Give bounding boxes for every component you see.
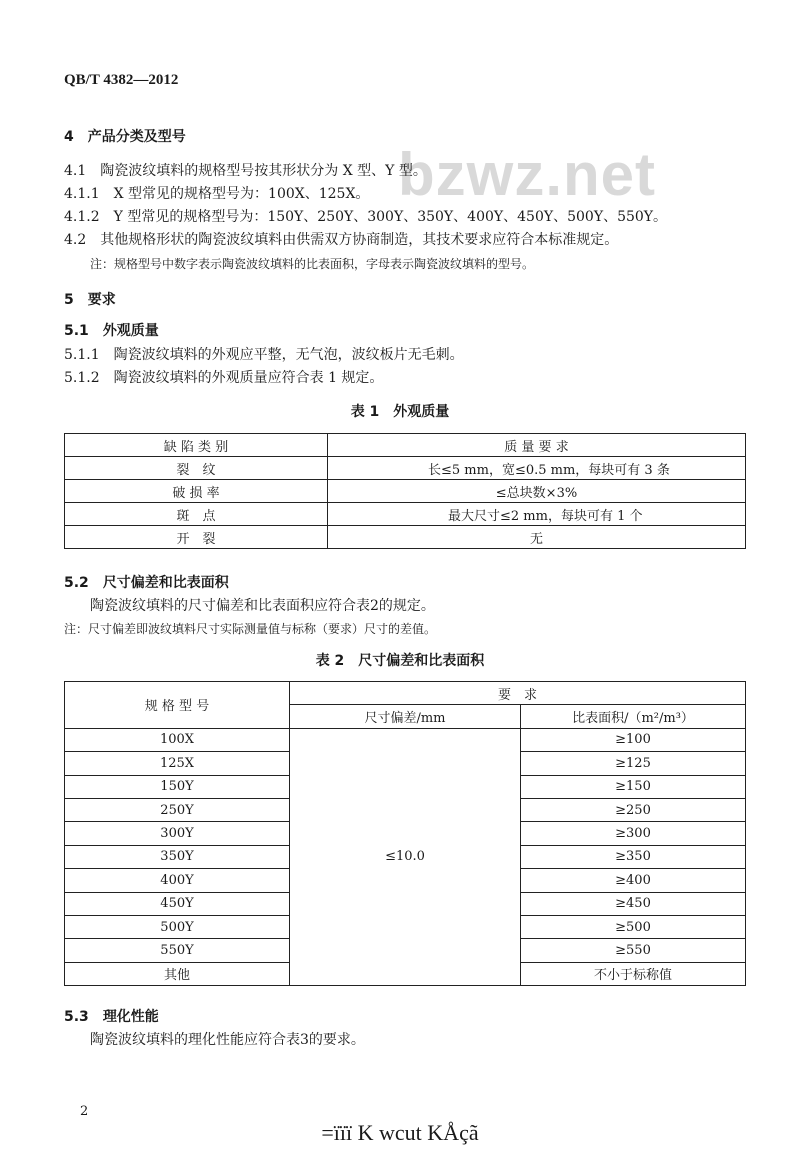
table-header-row xyxy=(65,682,746,705)
table-row xyxy=(65,728,746,751)
table-cell: 开 裂 xyxy=(65,526,328,549)
clause-5-3-text: 陶瓷波纹填料的理化性能应符合表3的要求。 xyxy=(90,1032,365,1048)
footer-text: =ïïï K wcut KÅçã xyxy=(321,1120,479,1145)
page-number: 2 xyxy=(80,1104,89,1119)
table-cell: ≥125 xyxy=(521,752,746,775)
table-cell: 无 xyxy=(328,526,746,549)
table-cell: 400Y xyxy=(65,869,290,892)
table-cell: ≥300 xyxy=(521,822,746,845)
table-cell: ≥150 xyxy=(521,775,746,798)
table-cell: 250Y xyxy=(65,798,290,821)
note-model-meaning: 注：规格型号中数字表示陶瓷波纹填料的比表面积，字母表示陶瓷波纹填料的型号。 xyxy=(90,257,535,271)
clause-5-1-1: 5.1.1 陶瓷波纹填料的外观应平整，无气泡，波纹板片无毛刺。 xyxy=(64,347,464,363)
note-size-deviation: 注：尺寸偏差即波纹填料尺寸实际测量值与标称（要求）尺寸的差值。 xyxy=(64,622,437,636)
table-header-cell: 缺 陷 类 别 xyxy=(65,434,328,457)
table-cell: 350Y xyxy=(65,845,290,868)
table-header-cell: 尺寸偏差/mm xyxy=(290,705,521,728)
clause-4-1: 4.1 陶瓷波纹填料的规格型号按其形状分为 X 型、Y 型。 xyxy=(64,163,427,179)
size-deviation-table xyxy=(64,681,746,986)
standard-number: QB/T 4382—2012 xyxy=(64,72,179,88)
clause-4-1-1: 4.1.1 X 型常见的规格型号为：100X、125X。 xyxy=(64,186,370,202)
table-cell: 125X xyxy=(65,752,290,775)
table1-caption: 表 1 外观质量 xyxy=(350,404,450,420)
table-cell: 不小于标称值 xyxy=(521,962,746,985)
table-cell: 其他 xyxy=(65,962,290,985)
table-header-cell: 规 格 型 号 xyxy=(65,682,290,729)
clause-4-1-2: 4.1.2 Y 型常见的规格型号为：150Y、250Y、300Y、350Y、400Y、450Y、500Y、550Y。 xyxy=(64,209,668,225)
watermark: bzwz.net xyxy=(398,141,656,208)
clause-5-2-text: 陶瓷波纹填料的尺寸偏差和比表面积应符合表2的规定。 xyxy=(90,598,435,614)
table-cell: ≥350 xyxy=(521,845,746,868)
table-cell: 斑 点 xyxy=(65,503,328,526)
table-row xyxy=(65,503,746,526)
table-cell: 150Y xyxy=(65,775,290,798)
table-row xyxy=(65,526,746,549)
section-5-1-heading: 5.1 外观质量 xyxy=(64,323,159,339)
section-5-2-heading: 5.2 尺寸偏差和比表面积 xyxy=(64,575,229,591)
table-cell: 450Y xyxy=(65,892,290,915)
table-cell: 最大尺寸≤2 mm，每块可有 1 个 xyxy=(328,503,746,526)
table-header-row xyxy=(65,434,746,457)
table-cell: ≥550 xyxy=(521,939,746,962)
table-row xyxy=(65,480,746,503)
table-cell: 裂 纹 xyxy=(65,457,328,480)
table-cell: 550Y xyxy=(65,939,290,962)
table-cell: ≥400 xyxy=(521,869,746,892)
table-row xyxy=(65,457,746,480)
clause-5-1-2: 5.1.2 陶瓷波纹填料的外观质量应符合表 1 规定。 xyxy=(64,370,384,386)
table-cell: ≥500 xyxy=(521,915,746,938)
table-header-cell: 要 求 xyxy=(290,682,746,705)
section-5-3-heading: 5.3 理化性能 xyxy=(64,1009,159,1025)
clause-4-2: 4.2 其他规格形状的陶瓷波纹填料由供需双方协商制造，其技术要求应符合本标准规定。 xyxy=(64,232,619,248)
table2-caption: 表 2 尺寸偏差和比表面积 xyxy=(315,653,485,669)
table-cell: 100X xyxy=(65,728,290,751)
deviation-value-cell: ≤10.0 xyxy=(290,728,521,985)
section-5-heading: 5 要求 xyxy=(64,292,116,308)
table-cell: 长≤5 mm，宽≤0.5 mm，每块可有 3 条 xyxy=(328,457,746,480)
table-cell: 500Y xyxy=(65,915,290,938)
table-header-cell: 质 量 要 求 xyxy=(328,434,746,457)
table-cell: 破 损 率 xyxy=(65,480,328,503)
table-cell: 300Y xyxy=(65,822,290,845)
table-cell: ≥450 xyxy=(521,892,746,915)
section-4-heading: 4 产品分类及型号 xyxy=(64,129,186,145)
table-cell: ≥250 xyxy=(521,798,746,821)
appearance-quality-table xyxy=(64,433,746,549)
table-cell: ≤总块数×3% xyxy=(328,480,746,503)
table-cell: ≥100 xyxy=(521,728,746,751)
table-header-cell: 比表面积/（m²/m³） xyxy=(521,705,746,728)
